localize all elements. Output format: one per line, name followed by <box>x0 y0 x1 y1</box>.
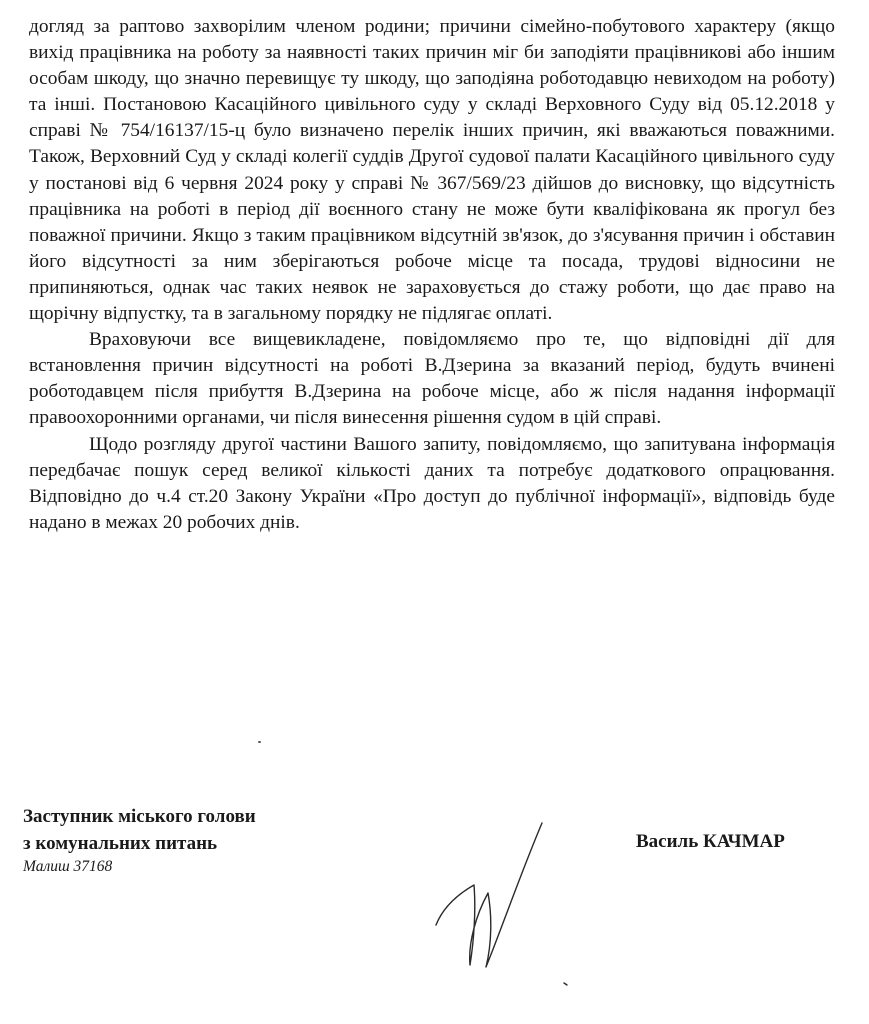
signatory-position-line2: з комунальних питань <box>23 833 218 854</box>
paragraph-actions: Враховуючи все вищевикладене, повідомляємо про те, що відповідні дії для встановлення причин відсутності на роботі В.Дзерина за вказаний період, будуть вчинені роботодавцем після прибуття В.Дзерина на робоче місце, або ж після надання інформації правоохоронними органами, чи після винесення рішення судом в цій справі. <box>29 329 835 429</box>
executor-note: Малиш 37168 <box>23 858 113 875</box>
paragraph-request-second-part: Щодо розгляду другої частини Вашого запиту, повідомляємо, що запитувана інформація передбачає пошук серед великої кількості даних та потребує додаткового опрацювання. Відповідно до ч.4 ст.20 Закону України «Про доступ до публічної інформації», відповідь буде надано в межах 20 робочих днів. <box>29 433 835 533</box>
signatory-name: Василь КАЧМАР <box>636 831 785 852</box>
paragraph-continuation: догляд за раптово захворілим членом родини; причини сімейно-побутового характеру (якщо вихід працівника на роботу за наявності таких причин міг би заподіяти працівникові або іншим особам шкоду, що значно перевищує ту шкоду, що заподіяна роботодавцю невиходом на роботу) та інші. Постановою Касаційного цивільного суду у складі Верховного Суду від 05.12.2018 у справі № 754/16137/15-ц було визначено перелік інших причин, які вважаються поважними. Також, Верховний Суд у складі колегії суддів Другої судової палати Касаційного цивільного суду у постанові від 6 червня 2024 року у справі № 367/569/23 дійшов до висновку, що відсутність працівника на роботі в період дії воєнного стану не може бути кваліфікована як прогул без поважної причини. Якщо з таким працівником відсутній зв'язок, до з'ясування причин і обставин його відсутності за ним зберігаються робоче місце та посада, трудові відносини не припиняються, однак час таких неявок не зараховується до стажу роботи, що дає право на щорічну відпустку, та в загальному порядку не підлягає оплаті. <box>29 16 835 325</box>
signatory-position-line1: Заступник міського голови <box>23 806 256 827</box>
letter-body <box>29 14 835 536</box>
handwritten-signature <box>430 815 590 1005</box>
scan-speck <box>258 741 261 743</box>
